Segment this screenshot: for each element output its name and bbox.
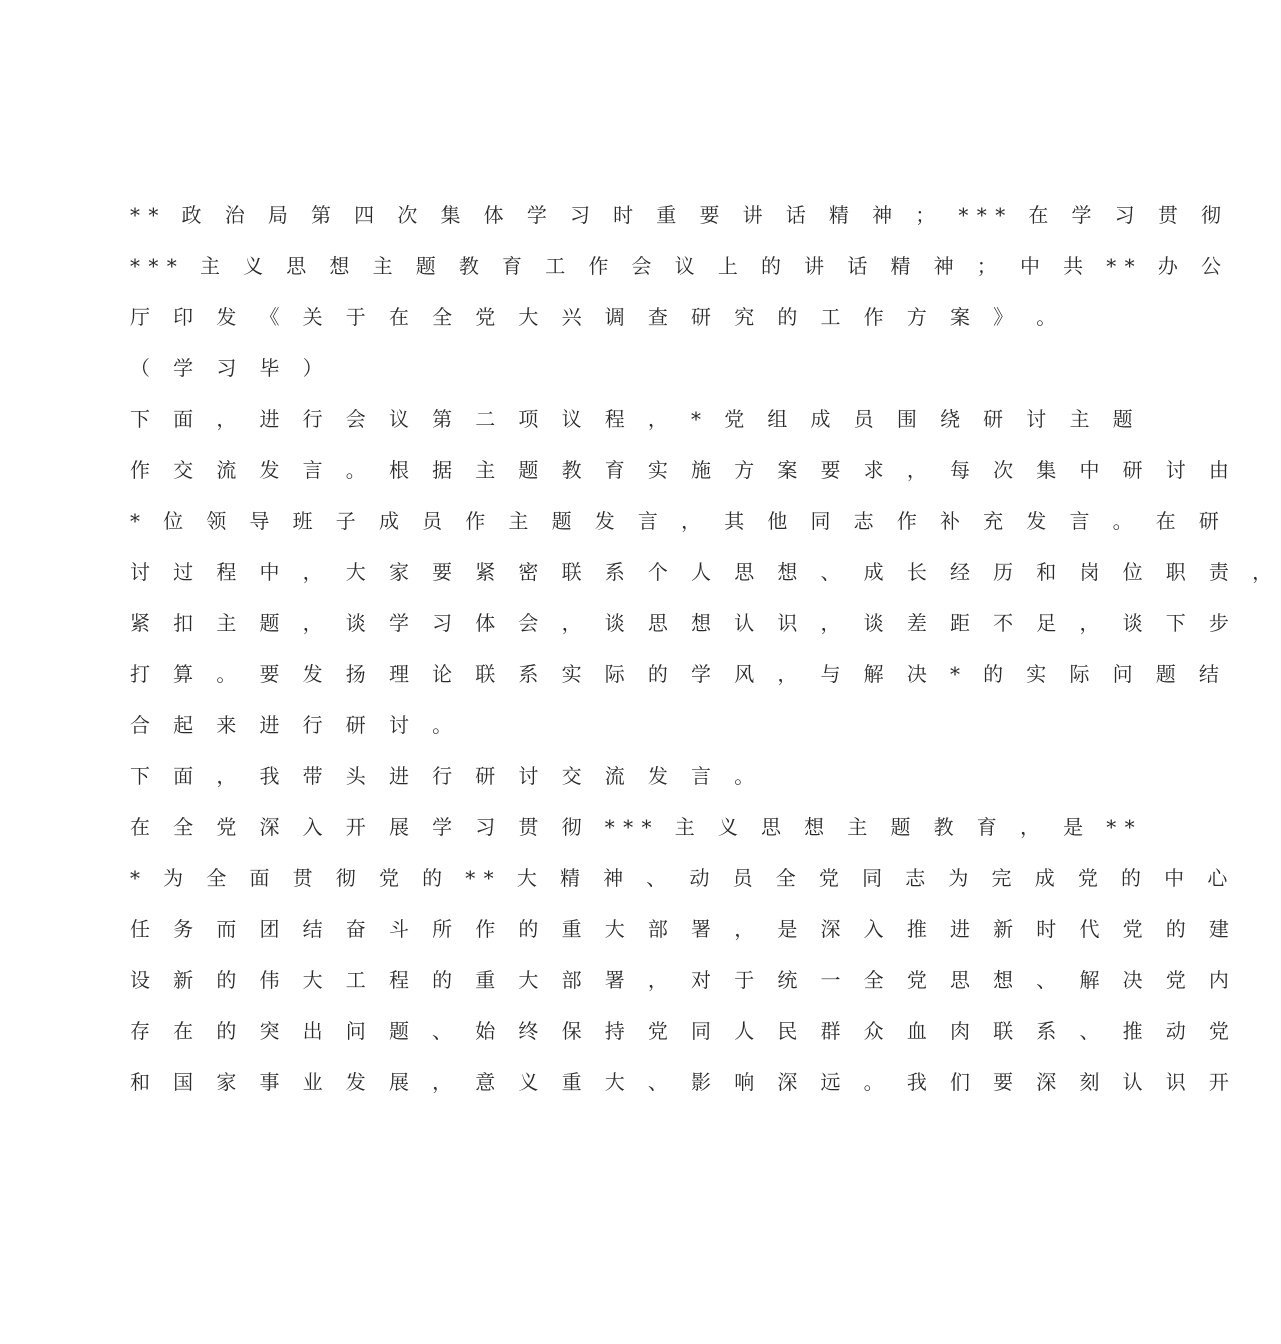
- text-line: *** 主 义 思 想 主 题 教 育 工 作 会 议 上 的 讲 话 精 神 ； 中 共 ** 办 公: [130, 254, 1230, 278]
- text-line: 厅 印 发 《 关 于 在 全 党 大 兴 调 查 研 究 的 工 作 方 案 》 。: [130, 305, 1065, 329]
- text-line: 下 面 ， 我 带 头 进 行 研 讨 交 流 发 言 。: [130, 764, 763, 788]
- text-line: ** 政 治 局 第 四 次 集 体 学 习 时 重 要 讲 话 精 神 ； *** 在 学 习 贯 彻: [130, 203, 1230, 227]
- text-line: 讨 过 程 中 ， 大 家 要 紧 密 联 系 个 人 思 想 、 成 长 经 历 和 岗 位 职 责 ，: [130, 560, 1281, 584]
- text-line: * 位 领 导 班 子 成 员 作 主 题 发 言 ， 其 他 同 志 作 补 充 发 言 。 在 研: [130, 509, 1228, 533]
- text-line: 在 全 党 深 入 开 展 学 习 贯 彻 *** 主 义 思 想 主 题 教 育 ， 是 **: [130, 815, 1144, 839]
- text-line: 打 算 。 要 发 扬 理 论 联 系 实 际 的 学 风 ， 与 解 决 * 的 实 际 问 题 结: [130, 662, 1228, 686]
- text-line: * 为 全 面 贯 彻 党 的 ** 大 精 神 、 动 员 全 党 同 志 为 完 成 党 的 中 心: [130, 866, 1236, 890]
- text-line: 和 国 家 事 业 发 展 ， 意 义 重 大 、 影 响 深 远 。 我 们 要 深 刻 认 识 开: [130, 1070, 1238, 1094]
- text-line: 下 面 ， 进 行 会 议 第 二 项 议 程 ， * 党 组 成 员 围 绕 研 讨 主 题: [130, 407, 1142, 431]
- text-line: 紧 扣 主 题 ， 谈 学 习 体 会 ， 谈 思 想 认 识 ， 谈 差 距 不 足 ， 谈 下 步: [130, 611, 1238, 635]
- text-line: 设 新 的 伟 大 工 程 的 重 大 部 署 ， 对 于 统 一 全 党 思 想 、 解 决 党 内: [130, 968, 1238, 992]
- document-body: [130, 190, 1281, 1108]
- text-line: （ 学 习 毕 ）: [130, 356, 332, 380]
- text-line: 任 务 而 团 结 奋 斗 所 作 的 重 大 部 署 ， 是 深 入 推 进 新 时 代 党 的 建: [130, 917, 1238, 941]
- text-line: 合 起 来 进 行 研 讨 。: [130, 713, 461, 737]
- text-line: 作 交 流 发 言 。 根 据 主 题 教 育 实 施 方 案 要 求 ， 每 次 集 中 研 讨 由: [130, 458, 1238, 482]
- text-line: 存 在 的 突 出 问 题 、 始 终 保 持 党 同 人 民 群 众 血 肉 联 系 、 推 动 党: [130, 1019, 1238, 1043]
